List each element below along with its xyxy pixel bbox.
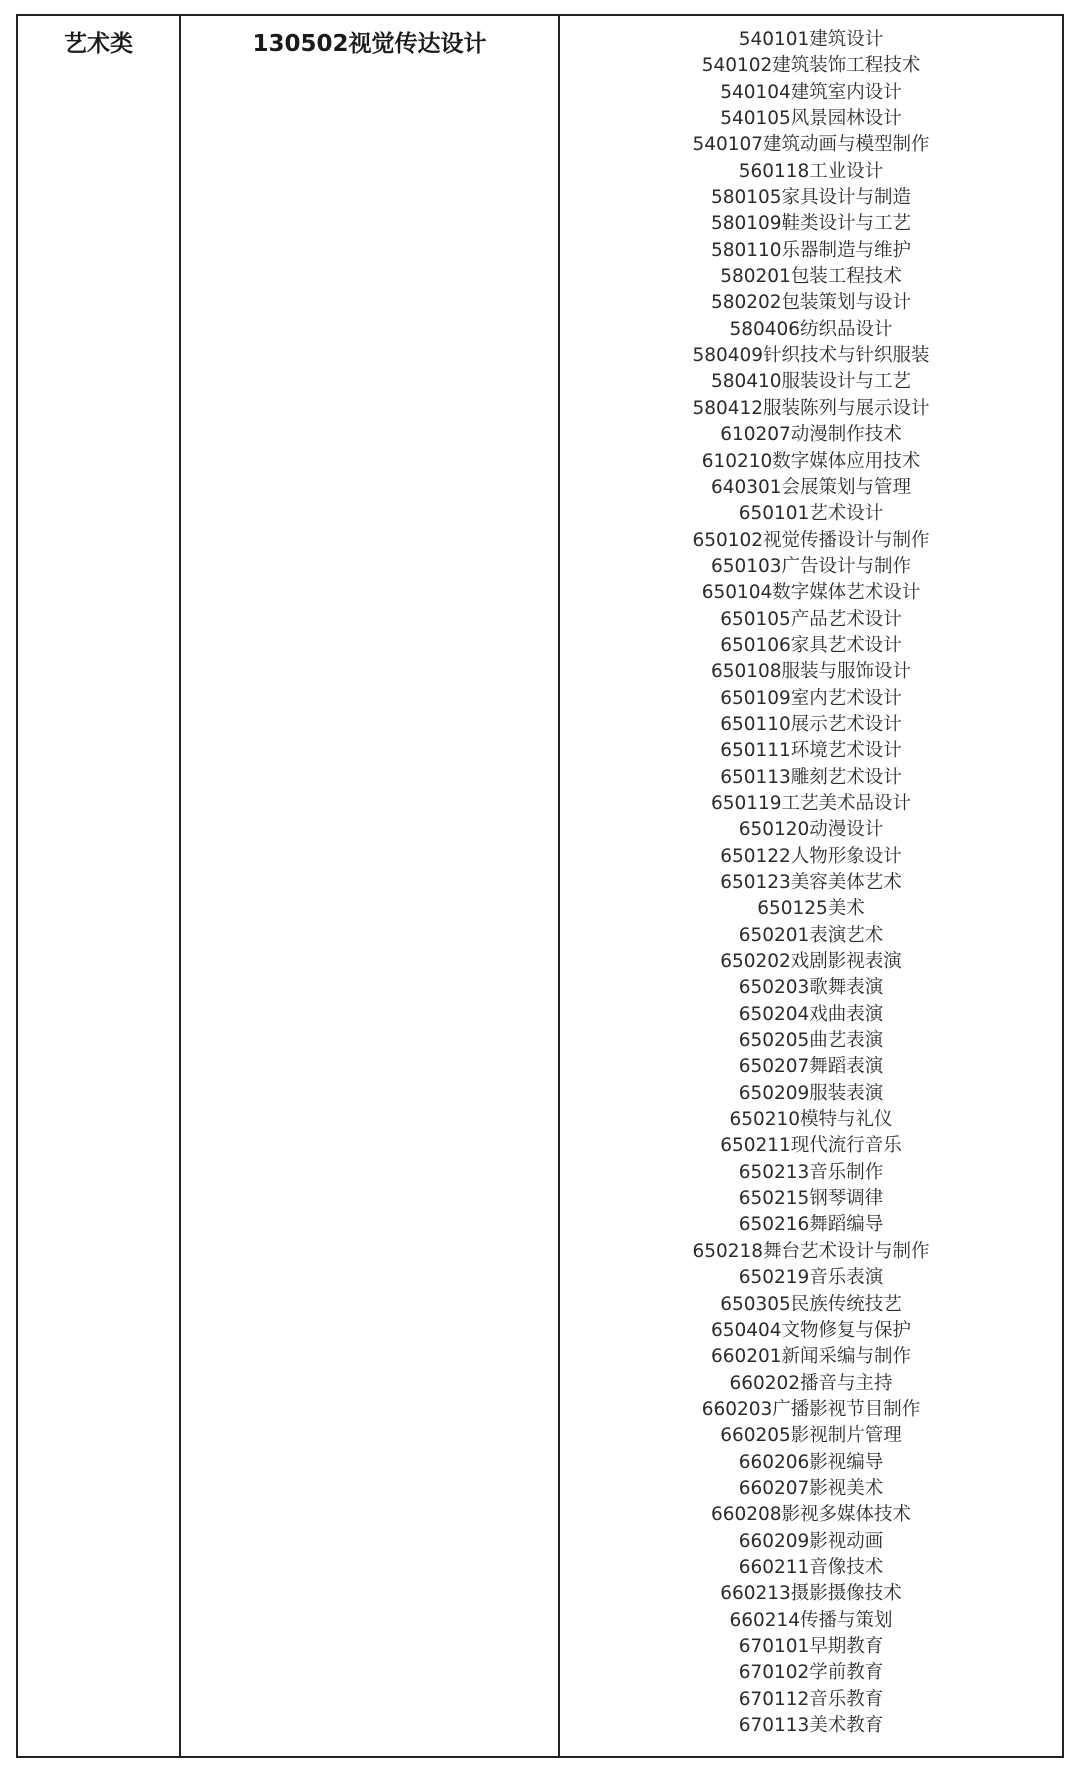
list-item: 670113美术教育 [738, 1715, 884, 1736]
list-item: 650103广告设计与制作 [710, 555, 912, 577]
list-item: 660206影视编导 [738, 1451, 884, 1473]
list-item: 650209服装表演 [738, 1082, 884, 1104]
list-item: 660207影视美术 [738, 1477, 884, 1499]
list-item: 540105风景园林设计 [720, 108, 902, 130]
list-item: 650219音乐表演 [738, 1267, 884, 1289]
list-item: 650113雕刻艺术设计 [720, 766, 902, 788]
list-item: 650404文物修复与保护 [710, 1319, 912, 1341]
list-item: 650202戏剧影视表演 [720, 951, 902, 973]
list-item: 540107建筑动画与模型制作 [692, 134, 930, 156]
list-item: 650104数字媒体艺术设计 [701, 582, 921, 604]
list-item: 650109室内艺术设计 [720, 687, 902, 709]
list-item: 670102学前教育 [738, 1662, 884, 1684]
list-item: 650216舞蹈编导 [738, 1214, 884, 1236]
list-item: 580109鞋类设计与工艺 [710, 213, 912, 235]
list-item: 580202包装策划与设计 [710, 292, 912, 314]
list-item: 650211现代流行音乐 [720, 1135, 902, 1157]
list-item: 660214传播与策划 [729, 1609, 893, 1631]
list-item: 650203歌舞表演 [738, 977, 884, 999]
list-item: 650101艺术设计 [738, 503, 884, 525]
list-item: 650218舞台艺术设计与制作 [692, 1240, 930, 1262]
list-item: 670101早期教育 [738, 1635, 884, 1657]
list-item: 650102视觉传播设计与制作 [692, 529, 930, 551]
vocational-major-list [560, 16, 1062, 1739]
vocational-majors-cell [559, 15, 1063, 1757]
list-item: 660208影视多媒体技术 [710, 1504, 912, 1526]
list-item: 660205影视制片管理 [720, 1425, 902, 1447]
list-item: 580410服装设计与工艺 [710, 371, 912, 393]
list-item: 560118工业设计 [738, 160, 884, 182]
list-item: 660201新闻采编与制作 [710, 1346, 912, 1368]
undergrad-major-cell [180, 15, 559, 1757]
list-item: 650111环境艺术设计 [720, 740, 902, 762]
list-item: 650201表演艺术 [738, 924, 884, 946]
list-item: 580412服装陈列与展示设计 [692, 397, 930, 419]
list-item: 650108服装与服饰设计 [710, 661, 912, 683]
list-item: 650120动漫设计 [738, 819, 884, 841]
list-item: 540102建筑装饰工程技术 [701, 55, 921, 77]
list-item: 580409针织技术与针织服装 [692, 345, 930, 367]
list-item: 650207舞蹈表演 [738, 1056, 884, 1078]
list-item: 650110展示艺术设计 [720, 713, 902, 735]
list-item: 650204戏曲表演 [738, 1003, 884, 1025]
list-item: 650210模特与礼仪 [729, 1109, 893, 1131]
list-item: 640301会展策划与管理 [710, 476, 912, 498]
list-item: 650213音乐制作 [738, 1161, 884, 1183]
list-item: 610210数字媒体应用技术 [701, 450, 921, 472]
category-cell [17, 15, 180, 1757]
list-item: 650123美容美体艺术 [720, 872, 902, 893]
list-item: 660203广播影视节目制作 [701, 1398, 921, 1420]
list-item: 580406纺织品设计 [729, 318, 893, 340]
list-item: 660211音像技术 [738, 1556, 884, 1578]
major-mapping-table [16, 14, 1064, 1758]
table-row [17, 15, 1063, 1757]
list-item: 650122人物形象设计 [720, 845, 902, 867]
list-item: 650305民族传统技艺 [720, 1293, 902, 1315]
list-item: 540101建筑设计 [738, 29, 884, 50]
list-item: 660202播音与主持 [729, 1372, 893, 1394]
list-item: 580201包装工程技术 [720, 266, 902, 288]
list-item: 650105产品艺术设计 [720, 608, 902, 630]
list-item: 660213摄影摄像技术 [720, 1583, 902, 1605]
list-item: 610207动漫制作技术 [720, 424, 902, 446]
category-label: 艺术类 [64, 31, 133, 57]
list-item: 580105家具设计与制造 [710, 187, 912, 209]
list-item: 650106家具艺术设计 [720, 634, 902, 656]
list-item: 650119工艺美术品设计 [710, 792, 912, 814]
undergrad-major-label: 130502视觉传达设计 [252, 31, 487, 57]
list-item: 670112音乐教育 [738, 1688, 884, 1710]
list-item: 650205曲艺表演 [738, 1030, 884, 1052]
list-item: 660209影视动画 [738, 1530, 884, 1552]
list-item: 580110乐器制造与维护 [710, 239, 912, 261]
list-item: 650125美术 [757, 898, 865, 920]
list-item: 650215钢琴调律 [738, 1188, 884, 1210]
list-item: 540104建筑室内设计 [720, 81, 902, 103]
